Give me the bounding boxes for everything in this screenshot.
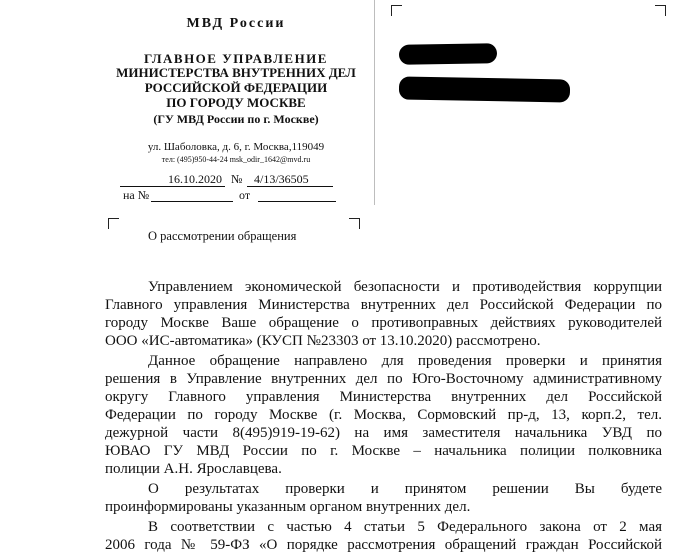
reply-number-underline [151, 201, 233, 202]
corner-mark [349, 218, 360, 229]
body-line: Управлением экономической безопасности и противодействия коррупции [148, 279, 662, 295]
letterhead-line-4: ПО ГОРОДУ МОСКВЕ [166, 95, 306, 110]
corner-mark [655, 5, 666, 16]
corner-mark [391, 5, 402, 16]
body-line: городу Москве Ваше обращение о противоправных действиях руководителей [105, 315, 662, 331]
letterhead-line-5: (ГУ МВД России по г. Москве) [153, 112, 319, 126]
number-sign: № [231, 172, 243, 186]
corner-mark [108, 218, 119, 229]
ministry-name: МВД России [186, 16, 286, 31]
body-line: дежурной части 8(495)919-19-62) на имя заместителя начальника УВД по [105, 425, 662, 441]
letterhead-line-1: ГЛАВНОЕ УПРАВЛЕНИЕ [144, 51, 328, 66]
body-line: ЮВАО ГУ МВД России по г. Москве – начальника полиции полковника [105, 443, 662, 459]
letterhead-contacts: тел: (495)950-44-24 msk_odir_1642@mvd.ru [161, 155, 311, 164]
body-line: ООО «ИС-автоматика» (КУСП №23303 от 13.10.2020) рассмотрено. [105, 333, 541, 349]
body-line: В соответствии с частью 4 статьи 5 Федерального закона от 2 мая [148, 519, 662, 535]
letterhead-address: ул. Шаболовка, д. 6, г. Москва,119049 [147, 141, 325, 153]
body-line: Данное обращение направлено для проведения проверки и принятия [148, 353, 662, 369]
reply-to-label: на № [123, 188, 150, 202]
body-line: полиции А.Н. Ярославцева. [105, 461, 282, 477]
redaction-bar [399, 77, 570, 103]
reply-from-label: от [239, 188, 251, 202]
reply-date-underline [258, 201, 336, 202]
redaction-bar [399, 43, 497, 65]
letter-date: 16.10.2020 [168, 172, 222, 186]
subject-line: О рассмотрении обращения [148, 229, 297, 243]
letter-number: 4/13/36505 [254, 172, 309, 186]
letterhead-line-3: РОССИЙСКОЙ ФЕДЕРАЦИИ [144, 80, 328, 95]
body-line: округу Главного управления Министерства внутренних дел Российской [105, 389, 662, 405]
body-line: проинформированы указанным органом внутренних дел. [105, 499, 471, 515]
letterhead-line-2: МИНИСТЕРСТВА ВНУТРЕННИХ ДЕЛ [116, 65, 356, 80]
body-line: О результатах проверки и принятом решении Вы будете [148, 481, 662, 497]
body-line: 2006 года № 59-ФЗ «О порядке рассмотрения обращений граждан Российской [105, 537, 662, 553]
body-line: Главного управления Министерства внутренних дел Российской Федерации по [105, 297, 662, 313]
body-line: решения в Управление внутренних дел по Юго-Восточному административному [105, 371, 662, 387]
body-line: Федерации по городу Москве (г. Москва, Сормовский пр-д, 13, корп.2, тел. [105, 407, 662, 423]
fold-divider [374, 0, 375, 205]
